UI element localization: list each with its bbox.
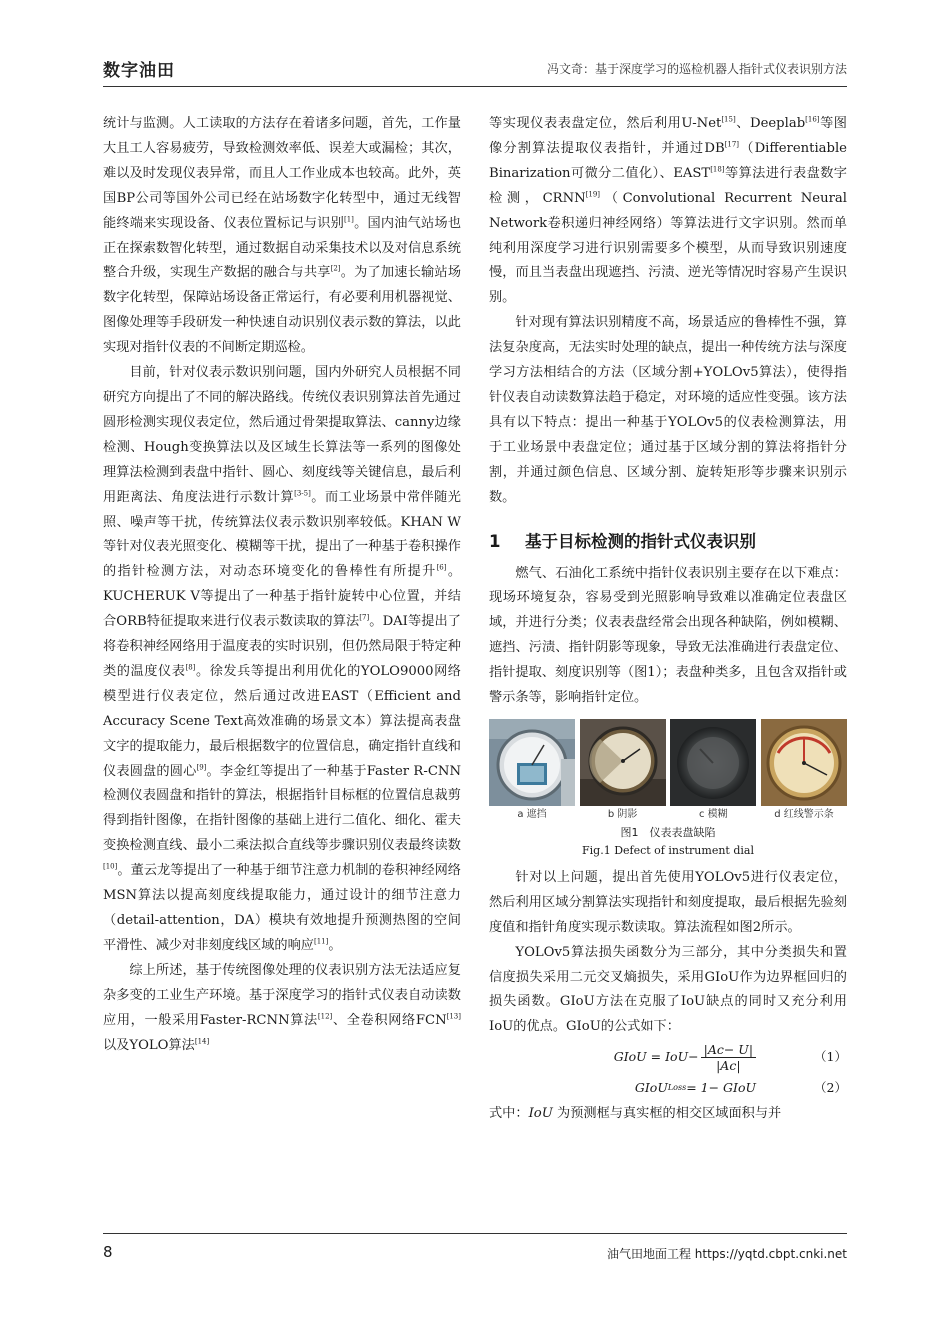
figure-caption-cn: 图1 仪表表盘缺陷: [620, 825, 716, 839]
citation: [18]: [710, 165, 725, 174]
journal-logo-text: 数字油田: [103, 61, 175, 81]
figure-panel-b: [580, 719, 666, 824]
citation: [11]: [314, 937, 329, 946]
citation: [10]: [103, 862, 118, 871]
subcaption: d 红线警示条: [774, 808, 834, 820]
citation: [8]: [185, 663, 196, 672]
citation: [15]: [721, 115, 736, 124]
left-column: [103, 112, 461, 1058]
figure-panels: [489, 719, 847, 824]
section-number: 1: [489, 531, 501, 551]
equation-number: （2）: [814, 1079, 847, 1095]
paragraph: 针对现有算法识别精度不高，场景适应的鲁棒性不强，算法复杂度高，无法实时处理的缺点，提出一种传统方法与深度学习方法相结合的方法（区域分割+YOLOv5算法），使得指针仪表自动读数算法趋于稳定，对环境的适应性变强。该方法具有以下特点：提出一种基于YOLOv5的仪表检测算法，用于工业场景中表盘定位；通过基于区域分割的算法将指针分割，并通过颜色信息、区域分割、旋转矩形等步骤来识别示数。: [489, 315, 847, 505]
citation: [2]: [330, 265, 341, 274]
fraction-numerator: |Ac− U|: [701, 1042, 756, 1058]
paragraph: 等实现仪表表盘定位，然后利用U-Net[15]、Deeplab[16]等图像分割算法提取仪表指针，并通过DB[17]（Differentiable Binarization可微分二值化）、EAST[18]等算法进行表盘数字检测，CRNN[19]（Convolutional Recurrent Neural Network卷积递归神经网络）等算法进行文字识别。然而单纯利用深度学习进行识别需要多个模型，从而导致识别速度慢，而且当表盘出现遮挡、污渍、逆光等情况时容易产生误识别。: [489, 115, 847, 306]
figure-1: [489, 719, 847, 860]
figure-panel-c: [670, 719, 756, 824]
journal-footer: 油气田地面工程 https://yqtd.cbpt.cnki.net: [606, 1247, 847, 1261]
paragraph: 综上所述，基于传统图像处理的仪表识别方法无法适应复杂多变的工业生产环境。基于深度学习的指针式仪表自动读数应用，一般采用Faster-RCNN算法[12]、全卷积网络FCN[13]以及YOLO算法[14]: [103, 962, 461, 1053]
citation: [7]: [359, 613, 370, 622]
equation-lhs: GIoU = IoU−: [613, 1048, 699, 1064]
equation-2: [489, 1074, 847, 1102]
fraction-denominator: |Ac|: [716, 1057, 741, 1073]
redline-gauge-image: [761, 719, 847, 806]
citation: [17]: [724, 140, 740, 149]
variable: IoU: [528, 1106, 553, 1122]
subcaption: a 遮挡: [517, 808, 547, 820]
citation: [19]: [585, 190, 601, 199]
equation-number: （1）: [814, 1048, 847, 1064]
citation: [12]: [317, 1012, 333, 1021]
citation: [13]: [446, 1012, 461, 1021]
equation-rhs: = 1− GIoU: [686, 1079, 757, 1095]
equation-1: [489, 1040, 847, 1074]
blurred-gauge-image: [670, 719, 756, 806]
paragraph: 统计与监测。人工读取的方法存在着诸多问题，首先，工作量大且工人容易疲劳，导致检测效率低、误差大或漏检；其次，难以及时发现仪表异常，而且人工作业成本也较高。此外，英国BP公司等国外公司已经在站场数字化转型中，通过无线智能终端来实现设备、仪表位置标记与识别[1]。国内油气站场也正在探索数智化转型，通过数据自动采集技术以及对信息系统整合升级，实现生产数据的融合与共享[2]。为了加速长输站场数字化转型，保障站场设备正常运行，有必要利用机器视觉、图像处理等手段研发一种快速自动识别仪表示数的算法，以此实现对指针仪表的不间断定期巡检。: [103, 116, 462, 356]
shadowed-gauge-image: [580, 719, 666, 806]
subcaption: c 模糊: [698, 808, 728, 820]
citation: [16]: [805, 115, 820, 124]
figure-panel-d: [761, 719, 847, 824]
running-title: 冯文奇：基于深度学习的巡检机器人指针式仪表识别方法: [546, 62, 847, 76]
right-column: [489, 112, 847, 1127]
citation: [1]: [343, 215, 354, 224]
occluded-gauge-image: [489, 719, 575, 806]
figure-caption-en: Fig.1 Defect of instrument dial: [582, 843, 754, 857]
equation-lhs: GIoU: [634, 1079, 668, 1095]
paragraph: YOLOv5算法损失函数分为三部分，其中分类损失和置信度损失采用二元交叉熵损失，采用GIoU作为边界框回归的损失函数。GIoU方法在克服了IoU缺点的同时又充分利用IoU的优点。GIoU的公式如下：: [489, 944, 847, 1035]
citation: [9]: [196, 763, 207, 772]
citation: [3-5]: [294, 489, 311, 498]
figure-panel-a: [489, 719, 575, 824]
header-rule: [103, 86, 847, 87]
section-heading: [489, 530, 847, 554]
citation: [6]: [436, 563, 447, 572]
equation-subscript: Loss: [667, 1082, 687, 1092]
section-title-text: 基于目标检测的指针式仪表识别: [525, 531, 756, 551]
equation-fraction: [701, 1042, 756, 1073]
footer-rule: [103, 1233, 847, 1234]
page-number: 8: [103, 1243, 113, 1261]
paragraph: 目前，针对仪表示数识别问题，国内外研究人员根据不同研究方向提出了不同的解决路线。传统仪表识别算法首先通过圆形检测实现仪表定位，然后通过骨架提取算法、canny边缘检测、Hough变换算法以及区域生长算法等一系列的图像处理算法检测到表盘中指针、圆心、刻度线等关键信息，最后利用距离法、角度法进行示数计算[3-5]。而工业场景中常伴随光照、噪声等干扰，传统算法仪表示数识别率较低。KHAN W等针对仪表光照变化、模糊等干扰，提出了一种基于卷积操作的指针检测方法，对动态环境变化的鲁棒性有所提升[6]。KUCHERUK V等提出了一种基于指针旋转中心位置，并结合ORB特征提取来进行仪表示数读取的算法[7]。DAI等提出了将卷积神经网络用于温度表的实时识别，但仍然局限于特定种类的温度仪表[8]。徐发兵等提出利用优化的YOLO9000网络模型进行仪表定位，然后通过改进EAST（Efficient and Accuracy Scene Text高效准确的场景文本）算法提高表盘文字的提取能力，最后根据数字的位置信息，确定指针直线和仪表圆盘的圆心[9]。李金红等提出了一种基于Faster R-CNN检测仪表圆盘和指针的算法，根据指针目标框的位置信息裁剪得到指针图像，在指针图像的基础上进行二值化、细化、霍夫变换检测直线、最小二乘法拟合直线等步骤识别仪表最终读数[10]。董云龙等提出了一种基于细节注意力机制的卷积神经网络MSN算法以提高刻度线提取能力，通过设计的细节注意力（detail-attention，DA）模块有效地提升预测热图的空间平滑性、减少对非刻度线区域的响应[11]。: [103, 365, 462, 953]
paragraph: 针对以上问题，提出首先使用YOLOv5进行仪表定位，然后利用区域分割算法实现指针和刻度提取，最后根据先验刻度值和指针角度实现示数读取。算法流程如图2所示。: [489, 869, 847, 935]
paragraph: 式中：IoU 为预测框与真实框的相交区域面积与并: [489, 1106, 782, 1122]
paragraph: 燃气、石油化工系统中指针仪表识别主要存在以下难点：现场环境复杂，容易受到光照影响导致难以准确定位表盘区域，并进行分类；仪表表盘经常会出现各种缺陷，例如模糊、遮挡、污渍、指针阴影等现象，导致无法准确进行表盘定位、指针提取、刻度识别等（图1）；表盘种类多，且包含双指针或警示条等，影响指针定位。: [489, 565, 847, 706]
subcaption: b 阴影: [607, 808, 638, 820]
citation: [14]: [194, 1037, 210, 1046]
